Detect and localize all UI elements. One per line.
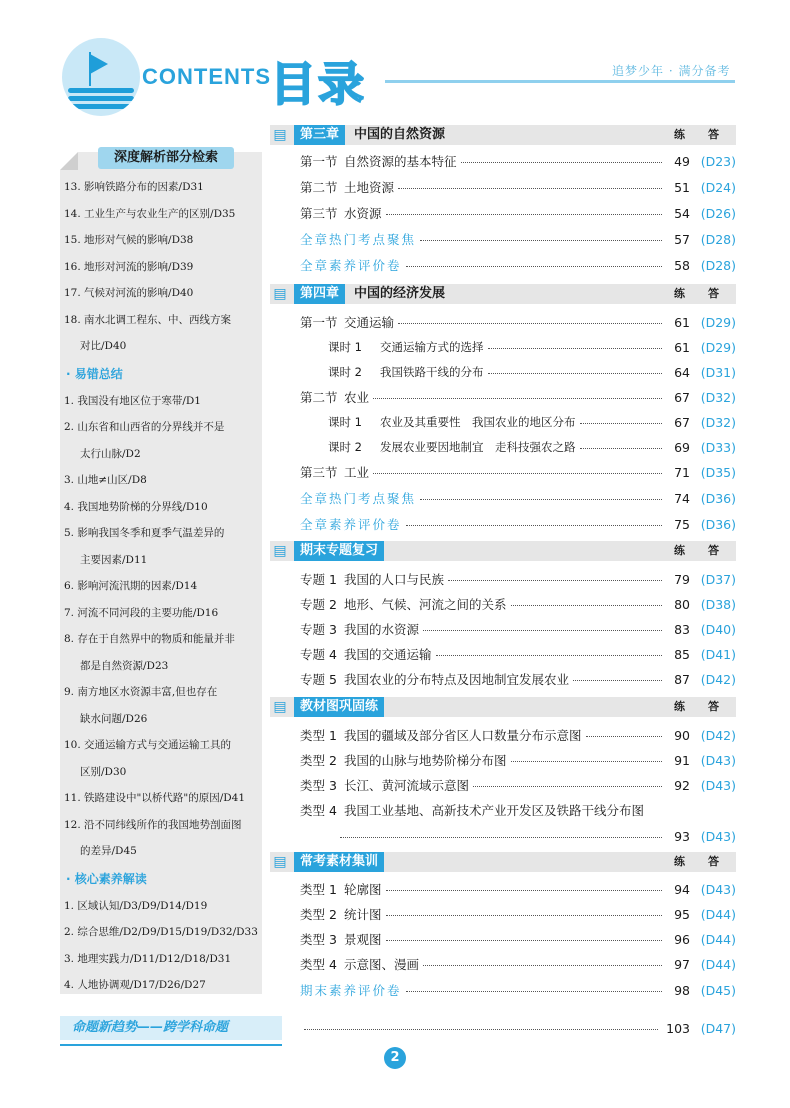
page-number: 2 [384, 1047, 406, 1069]
list-item[interactable]: 的差异/D45 [80, 845, 137, 857]
practice-column-label: 练 [674, 855, 685, 868]
book-icon: ▤ [273, 699, 287, 715]
list-item[interactable]: 都是自然资源/D23 [80, 659, 169, 672]
list-item[interactable]: 5. 影响我国冬季和夏季气温差异的 [64, 527, 225, 539]
list-item[interactable]: 1. 我国没有地区位于寒带/D1 [64, 394, 201, 407]
toc-row[interactable]: 专题 4 我国的交通运输 85 (D41) [300, 646, 736, 662]
list-item[interactable]: 18. 南水北调工程东、中、西线方案 [64, 313, 232, 326]
list-item[interactable]: 1. 区域认知/D3/D9/D14/D19 [64, 899, 208, 912]
list-item[interactable]: 8. 存在于自然界中的物质和能量并非 [64, 633, 235, 645]
page-fold-decoration [60, 152, 78, 170]
list-item[interactable]: 缺水问题/D26 [80, 712, 148, 725]
toc-row[interactable]: 第二节 土地资源 51 (D24) [300, 179, 736, 195]
answer-column-label: 答 [708, 128, 719, 141]
toc-row[interactable]: 专题 3 我国的水资源 83 (D40) [300, 621, 736, 637]
list-item[interactable]: 13. 影响铁路分布的因素/D31 [64, 181, 204, 193]
toc-row[interactable]: 专题 1 我国的人口与民族 79 (D37) [300, 571, 736, 587]
section-heading-literacy: · 核心素养解读 [66, 871, 147, 886]
list-item[interactable]: 太行山脉/D2 [80, 447, 141, 460]
list-item[interactable]: 4. 人地协调观/D17/D26/D27 [64, 979, 206, 991]
toc-row[interactable]: 类型 1 我国的疆域及部分省区人口数量分布示意图 90 (D42) [300, 727, 736, 743]
toc-row[interactable]: 全章素养评价卷 58 (D28) [300, 257, 736, 273]
review-header [270, 541, 736, 561]
toc-row[interactable]: 类型 2 我国的山脉与地势阶梯分布图 91 (D43) [300, 752, 736, 768]
chapter-label: 第四章 [294, 284, 345, 304]
chapter-label: 第三章 [294, 125, 345, 145]
answer-column-label: 答 [708, 287, 719, 300]
toc-row[interactable]: 课时 2 发展农业要因地制宜 走科技强农之路 69 (D33) [328, 439, 736, 455]
contents-title: CONTENTS [142, 64, 271, 89]
toc-row[interactable]: 类型 2 统计图 95 (D44) [300, 906, 736, 922]
practice-column-label: 练 [674, 544, 685, 557]
toc-row[interactable]: 类型 1 轮廓图 94 (D43) [300, 881, 736, 897]
list-item[interactable]: 16. 地形对河流的影响/D39 [64, 260, 194, 273]
toc-row[interactable]: 类型 3 长江、黄河流域示意图 92 (D43) [300, 777, 736, 793]
sailboat-logo-icon [62, 38, 140, 116]
toc-row[interactable]: 全章素养评价卷 75 (D36) [300, 516, 736, 532]
toc-row[interactable]: 类型 4 我国工业基地、高新技术产业开发区及铁路干线分布图 [300, 803, 645, 818]
header-divider [385, 80, 735, 83]
practice-column-label: 练 [674, 287, 685, 300]
book-icon: ▤ [273, 127, 287, 143]
chapter-title: 中国的自然资源 [354, 127, 446, 142]
list-item[interactable]: 6. 影响河流汛期的因素/D14 [64, 580, 198, 592]
list-item[interactable]: 15. 地形对气候的影响/D38 [64, 234, 194, 246]
answer-column-label: 答 [708, 544, 719, 557]
section-label: 教材图巩固练 [294, 697, 384, 717]
list-item[interactable]: 17. 气候对河流的影响/D40 [64, 287, 194, 299]
list-item[interactable]: 3. 山地≠山区/D8 [64, 474, 147, 486]
mulu-title: 目录 [270, 57, 366, 111]
trend-row[interactable] [300, 1018, 736, 1038]
practice-column-label: 练 [674, 700, 685, 713]
list-item[interactable]: 9. 南方地区水资源丰富,但也存在 [64, 686, 218, 698]
map-practice-header [270, 697, 736, 717]
book-icon: ▤ [273, 543, 287, 559]
toc-row[interactable]: 类型 3 景观图 96 (D44) [300, 931, 736, 947]
left-index-list [64, 174, 260, 999]
chapter-title: 中国的经济发展 [354, 286, 446, 301]
toc-row[interactable]: 课时 1 交通运输方式的选择 61 (D29) [328, 339, 736, 355]
toc-row[interactable]: 专题 2 地形、气候、河流之间的关系 80 (D38) [300, 596, 736, 612]
toc-row[interactable]: 类型 4 示意图、漫画 97 (D44) [300, 956, 736, 972]
material-practice-header [270, 852, 736, 872]
list-item[interactable]: 2. 综合思维/D2/D9/D15/D19/D32/D33 [64, 926, 258, 938]
toc-row[interactable]: 第三节 工业 71 (D35) [300, 464, 736, 480]
trend-banner-title: 命题新趋势——跨学科命题 [72, 1020, 229, 1035]
chapter-3-header [270, 125, 736, 145]
chapter-4-header [270, 284, 736, 304]
toc-row[interactable]: 期末素养评价卷 98 (D45) [300, 982, 736, 998]
answer-column-label: 答 [708, 855, 719, 868]
toc-row[interactable]: 专题 5 我国农业的分布特点及因地制宜发展农业 87 (D42) [300, 671, 736, 687]
toc-row[interactable]: 课时 2 我国铁路干线的分布 64 (D31) [328, 364, 736, 380]
header-slogan: 追梦少年 · 满分备考 [612, 64, 731, 78]
toc-row[interactable]: 课时 1 农业及其重要性 我国农业的地区分布 67 (D32) [328, 414, 736, 430]
list-item[interactable]: 12. 沿不同纬线所作的我国地势剖面图 [64, 818, 242, 831]
list-item[interactable]: 对比/D40 [80, 340, 127, 352]
list-item[interactable]: 区别/D30 [80, 765, 127, 778]
page-header [0, 0, 790, 120]
book-icon: ▤ [273, 286, 287, 302]
list-item[interactable]: 2. 山东省和山西省的分界线并不是 [64, 421, 225, 433]
list-item[interactable]: 主要因素/D11 [80, 553, 148, 566]
toc-row-continuation[interactable]: 93 (D43) [280, 826, 736, 846]
toc-row[interactable]: 全章热门考点聚焦 74 (D36) [300, 490, 736, 506]
trend-banner-underline [60, 1044, 282, 1046]
toc-row[interactable]: 第二节 农业 67 (D32) [300, 389, 736, 405]
list-item[interactable]: 10. 交通运输方式与交通运输工具的 [64, 739, 232, 751]
book-icon: ▤ [273, 854, 287, 870]
section-heading-errors: · 易错总结 [66, 366, 123, 381]
list-item[interactable]: 11. 铁路建设中"以桥代路"的原因/D41 [64, 792, 246, 804]
toc-row[interactable]: 第一节 自然资源的基本特征 49 (D23) [300, 153, 736, 169]
list-item[interactable]: 7. 河流不同河段的主要功能/D16 [64, 606, 219, 619]
toc-row[interactable]: 全章热门考点聚焦 57 (D28) [300, 231, 736, 247]
list-item[interactable]: 3. 地理实践力/D11/D12/D18/D31 [64, 952, 232, 965]
list-item[interactable]: 4. 我国地势阶梯的分界线/D10 [64, 500, 208, 513]
left-panel-tab: 深度解析部分检索 [98, 147, 234, 169]
section-label: 期末专题复习 [294, 541, 384, 561]
answer-column-label: 答 [708, 700, 719, 713]
toc-row[interactable]: 第一节 交通运输 61 (D29) [300, 314, 736, 330]
trend-answer-ref: (D47) [700, 1020, 736, 1036]
trend-page: 103 [666, 1020, 690, 1036]
section-label: 常考素材集训 [294, 852, 384, 872]
toc-row[interactable]: 第三节 水资源 54 (D26) [300, 205, 736, 221]
practice-column-label: 练 [674, 128, 685, 141]
list-item[interactable]: 14. 工业生产与农业生产的区别/D35 [64, 207, 236, 220]
